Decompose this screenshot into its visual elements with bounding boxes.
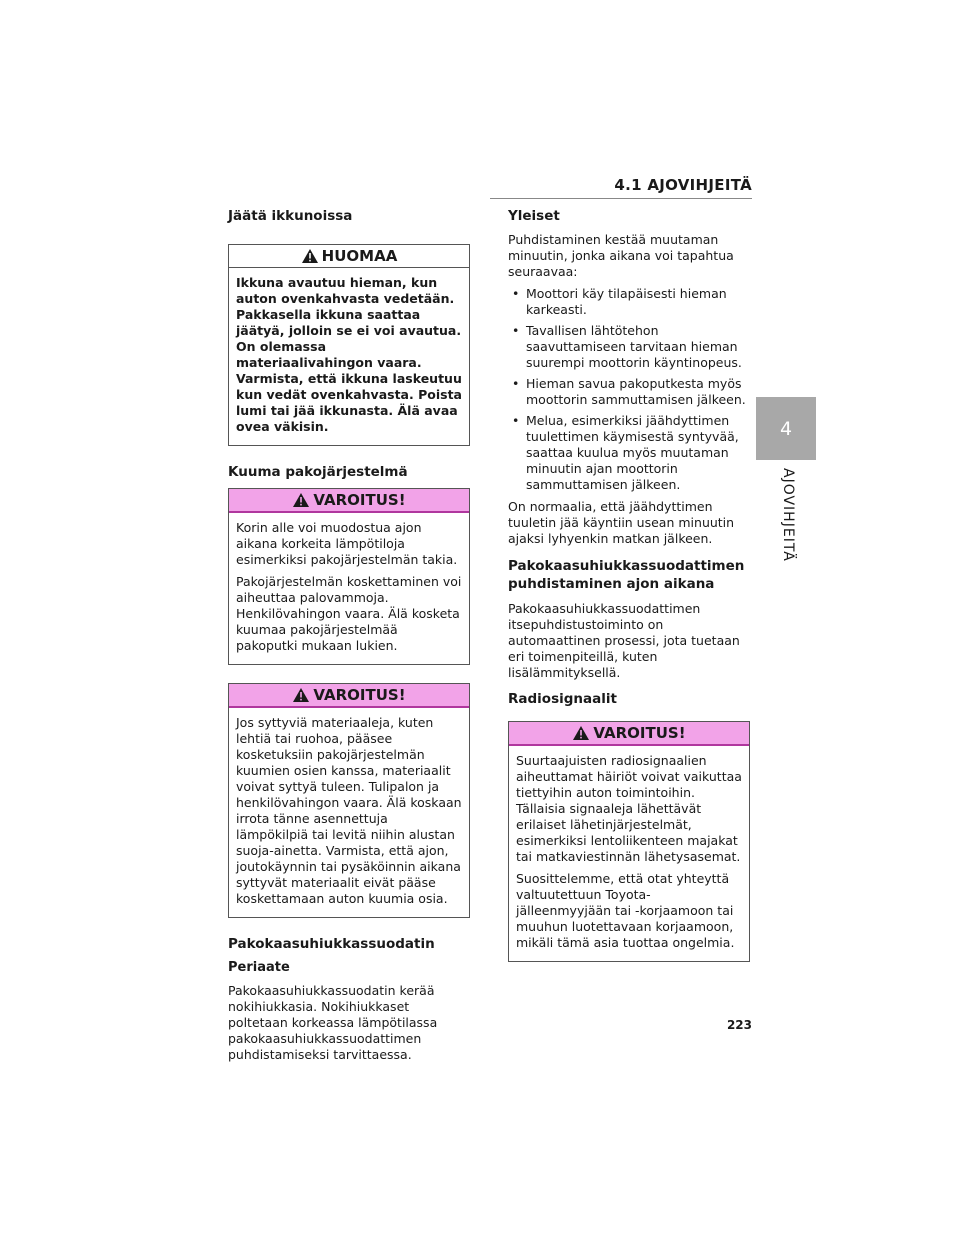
warning-box-title: VAROITUS! [313, 491, 406, 509]
chapter-tab-label: AJOVIHJEITÄ [780, 468, 796, 562]
list-item: • Moottori käy tilapäisesti hieman karkeasti. [508, 286, 750, 318]
warning-triangle-icon [301, 248, 319, 264]
warning-triangle-icon [292, 492, 310, 508]
list-item: • Hieman savua pakoputkesta myös moottorin sammuttamisen jälkeen. [508, 376, 750, 408]
warning-text: Suurtaajuisten radiosignaalien aiheuttamat häiriöt voivat vaikuttaa tiettyihin auton toimintoihin. Tällaisia signaaleja lähettävät erilaiset lähetinjärjestelmät, esimerkiksi lentoliikenteen majakat tai matkaviestinnän lähetysasemat. [516, 753, 742, 864]
section-title-general: Yleiset [508, 208, 560, 224]
warning-triangle-icon [292, 687, 310, 703]
subsection-title-principle: Periaate [228, 960, 290, 975]
warning-text: Jos syttyviä materiaaleja, kuten lehtiä tai ruohoa, pääsee kosketuksiin pakojärjestelmän kuumien osien kanssa, materiaalit voivat syttyä tuleen. Tulipalon ja henkilövahingon vaara. Älä koskaan irrota tänne asennettuja lämpökilpiä tai levitä niihin alustan suoja-ainetta. Varmista, että ajon, joutokäynnin tai pysäköinnin aikana syttyvät materiaalit eivät pääse koskettamaan auton kuumia osia. [236, 715, 462, 906]
header-rule [490, 198, 752, 199]
warning-box-header [229, 489, 469, 513]
section-title-radio: Radiosignaalit [508, 691, 617, 707]
chapter-tab [756, 397, 816, 460]
notice-box-body [229, 268, 469, 445]
bullet-list [508, 286, 750, 493]
body-text: On normaalia, että jäähdyttimen tuuletin jää käyntiin usean minuutin ajaksi lyhyenkin matkan jälkeen. [508, 499, 735, 546]
right-column [508, 208, 750, 980]
body-text: Pakokaasuhiukkassuodattimen itsepuhdistustoiminto on automaattinen prosessi, jota tuetaan eri toimenpiteillä, kuten lisälämmityksellä. [508, 601, 740, 680]
warning-text: Suosittelemme, että otat yhteyttä valtuutettuun Toyota-jälleenmyyjään tai -korjaamoon tai muuhun luotettavaan korjaamoon, mikäli tämä asia tuottaa ongelmia. [516, 871, 735, 950]
notice-text: Ikkuna avautuu hieman, kun auton ovenkahvasta vedetään. Pakkasella ikkuna saattaa jäätyä, jolloin se ei voi avautua. On olemassa materiaalivahingon vaara. Varmista, että ikkuna laskeutuu kun vedät ovenkahvasta. Poista lumi tai jää ikkunasta. Älä avaa ovea väkisin. [236, 275, 462, 434]
list-item: • Melua, esimerkiksi jäähdyttimen tuulettimen käymisestä syntyvää, saattaa kuulua myös muutaman minuutin ajan moottorin sammuttamisen jälkeen. [508, 413, 750, 493]
notice-box-title: HUOMAA [321, 247, 398, 265]
warning-text: Pakojärjestelmän koskettaminen voi aiheuttaa palovammoja. Henkilövahingon vaara. Älä kosketa kuumaa pakojärjestelmää pakoputki mukaan lukien. [236, 574, 462, 653]
warning-box-body [509, 746, 749, 961]
warning-box-title: VAROITUS! [593, 724, 686, 742]
warning-box-header [229, 684, 469, 708]
warning-box-body [229, 513, 469, 664]
body-text: Puhdistaminen kestää muutaman minuutin, jonka aikana voi tapahtua seuraavaa: [508, 232, 734, 279]
warning-box-flammable [228, 683, 470, 918]
warning-box-hot-exhaust [228, 488, 470, 665]
warning-triangle-icon [572, 725, 590, 741]
notice-box-header [229, 245, 469, 268]
section-title-exhaust: Kuuma pakojärjestelmä [228, 464, 408, 480]
body-text: Pakokaasuhiukkassuodatin kerää nokihiukkasia. Nokihiukkaset poltetaan korkeassa lämpötilassa pakokaasuhiukkassuodattimen puhdistamiseksi tarvittaessa. [228, 983, 438, 1062]
page-number: 223 [726, 1018, 752, 1032]
warning-box-title: VAROITUS! [313, 686, 406, 704]
notice-box [228, 244, 470, 446]
section-header: 4.1 AJOVIHJEITÄ [614, 176, 752, 194]
list-item: • Tavallisen lähtötehon saavuttamiseen tarvitaan hieman suurempi moottorin käyntinopeus. [508, 323, 750, 371]
section-title-dpf-cleaning: Pakokaasuhiukkassuodattimen puhdistaminen ajon aikana [508, 558, 745, 592]
chapter-tab-number: 4 [779, 417, 793, 440]
left-column [228, 208, 470, 1069]
warning-box-body [229, 708, 469, 917]
section-title-ice: Jäätä ikkunoissa [228, 208, 353, 224]
warning-text: Korin alle voi muodostua ajon aikana korkeita lämpötiloja esimerkiksi pakojärjestelmän takia. [236, 520, 458, 567]
warning-box-header [509, 722, 749, 746]
warning-box-radio [508, 721, 750, 962]
section-title-dpf: Pakokaasuhiukkassuodatin [228, 936, 435, 952]
